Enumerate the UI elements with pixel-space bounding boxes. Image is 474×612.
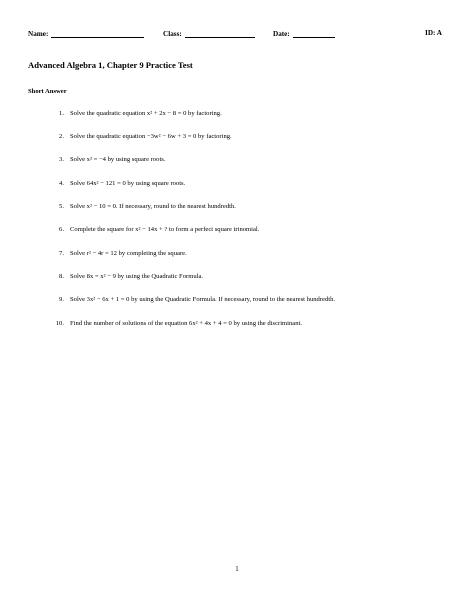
question-1 <box>28 109 222 118</box>
id-label: ID: A <box>425 29 442 37</box>
question-text: Find the number of solutions of the equation 6x² + 4x + 4 = 0 by using the discriminant. <box>70 320 302 327</box>
question-number: 7. <box>59 250 64 257</box>
date-field <box>273 29 335 38</box>
question-text: Solve x² − 10 = 0. If necessary, round to the nearest hundredth. <box>70 203 236 210</box>
page-number: 1 <box>235 566 239 573</box>
question-text: Solve 8x = x² − 9 by using the Quadratic Formula. <box>70 273 204 280</box>
class-label: Class: <box>163 30 182 38</box>
question-number: 9. <box>59 296 64 303</box>
question-5 <box>28 202 236 211</box>
test-title: Advanced Algebra 1, Chapter 9 Practice Test <box>28 60 193 70</box>
question-text: Solve 64x² − 121 = 0 by using square roots. <box>70 180 186 187</box>
section-title: Short Answer <box>28 88 67 95</box>
question-7 <box>28 249 187 258</box>
question-number: 6. <box>59 226 64 233</box>
question-2 <box>28 132 232 141</box>
question-number: 4. <box>59 180 64 187</box>
question-number: 2. <box>59 133 64 140</box>
question-number: 10. <box>55 320 64 327</box>
name-field <box>28 29 144 38</box>
class-blank <box>185 29 255 38</box>
id-field <box>425 29 442 37</box>
question-number: 5. <box>59 203 64 210</box>
question-text: Solve x² = −4 by using square roots. <box>70 156 166 163</box>
header-row <box>28 29 442 41</box>
date-blank <box>293 29 335 38</box>
question-3 <box>28 155 166 164</box>
question-text: Solve the quadratic equation −3w² − 6w + 3 = 0 by factoring. <box>70 133 232 140</box>
question-6 <box>28 225 259 234</box>
date-label: Date: <box>273 30 290 38</box>
question-10 <box>28 319 302 328</box>
question-number: 8. <box>59 273 64 280</box>
question-number: 1. <box>59 110 64 117</box>
question-4 <box>28 179 185 188</box>
name-label: Name: <box>28 30 49 38</box>
question-9 <box>28 295 335 304</box>
name-blank <box>51 29 144 38</box>
question-text: Solve the quadratic equation x² + 2x − 8 = 0 by factoring. <box>70 110 222 117</box>
class-field <box>163 29 255 38</box>
question-text: Solve r² − 4r = 12 by completing the square. <box>70 250 187 257</box>
question-text: Solve 3x² − 6x + 1 = 0 by using the Quadratic Formula. If necessary, round to the nearest hundredth. <box>70 296 336 303</box>
question-number: 3. <box>59 156 64 163</box>
question-text: Complete the square for x² − 14x + ? to form a perfect square trinomial. <box>70 226 260 233</box>
question-8 <box>28 272 203 281</box>
